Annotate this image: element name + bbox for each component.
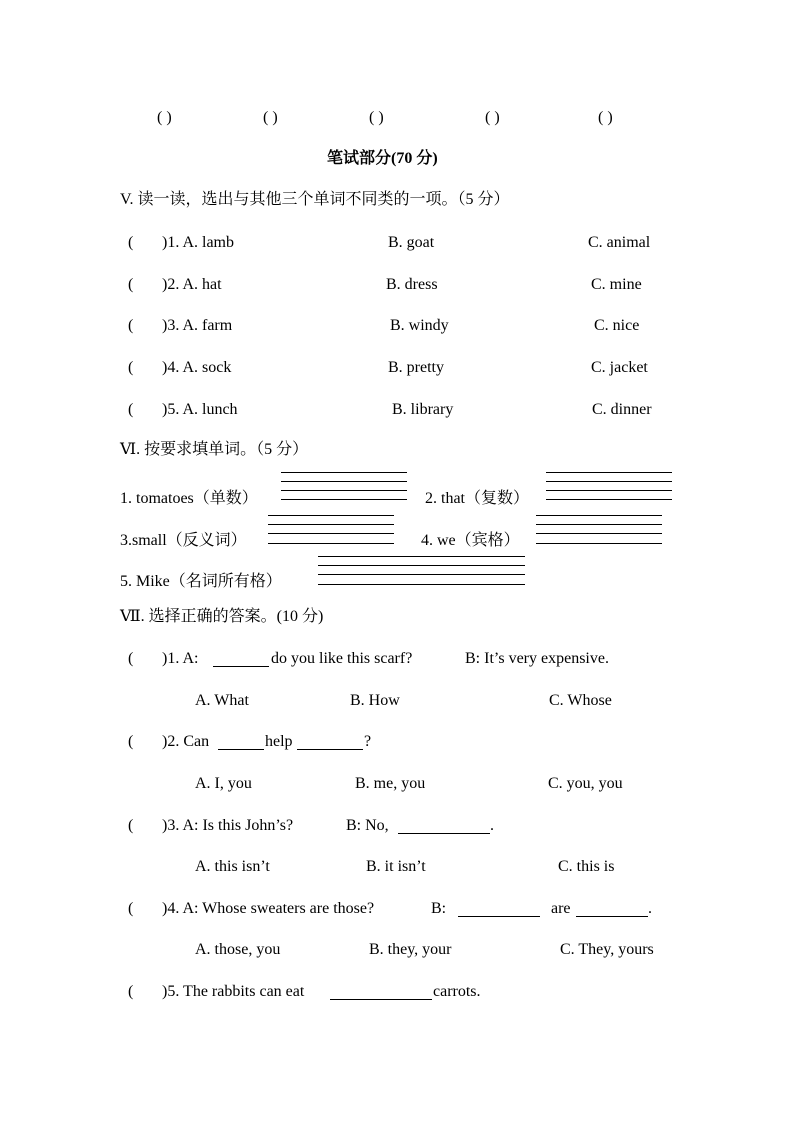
option-a: )5. A. lunch [162, 401, 238, 418]
question-text: )5. The rabbits can eat [162, 983, 305, 1000]
answer-bracket: ( [128, 276, 134, 293]
question-text: B: It’s very expensive. [465, 650, 609, 667]
question-text: )4. A: Whose sweaters are those? [162, 900, 375, 917]
option-a: A. those, you [195, 941, 281, 958]
writing-line [281, 490, 407, 491]
writing-line [546, 499, 672, 500]
question-text: are [551, 900, 571, 917]
option-c: C. nice [594, 317, 640, 334]
writing-line [268, 533, 394, 534]
answer-bracket: ( [128, 900, 134, 917]
answer-bracket: ( [128, 817, 134, 834]
option-a: )4. A. sock [162, 359, 232, 376]
writing-line [268, 543, 394, 544]
option-b: B. dress [386, 276, 438, 293]
answer-bracket: ( [128, 983, 134, 1000]
answer-bracket: ( ) [157, 109, 172, 126]
answer-blank [218, 749, 264, 750]
question-text: B: No, [346, 817, 389, 834]
option-c: C. you, you [548, 775, 623, 792]
fill-item-5: 5. Mike（名词所有格） [120, 573, 282, 590]
option-b: B. me, you [355, 775, 426, 792]
fill-item-4: 4. we（宾格） [421, 532, 520, 549]
question-text: . [648, 900, 652, 917]
option-b: B. pretty [388, 359, 444, 376]
option-c: C. mine [591, 276, 642, 293]
question-text: ? [364, 733, 372, 750]
option-b: B. How [350, 692, 400, 709]
writing-line [546, 472, 672, 473]
answer-bracket: ( [128, 234, 134, 251]
answer-bracket: ( [128, 650, 134, 667]
option-b: B. goat [388, 234, 435, 251]
option-c: C. dinner [592, 401, 652, 418]
answer-bracket: ( ) [598, 109, 613, 126]
option-a: A. What [195, 692, 249, 709]
option-b: B. it isn’t [366, 858, 426, 875]
answer-blank [398, 833, 490, 834]
fill-item-1: 1. tomatoes（单数） [120, 490, 258, 507]
answer-blank [458, 916, 540, 917]
writing-line [536, 543, 662, 544]
answer-bracket: ( ) [369, 109, 384, 126]
option-c: C. They, yours [560, 941, 654, 958]
option-b: B. they, your [369, 941, 452, 958]
writing-line [281, 481, 407, 482]
option-c: C. Whose [549, 692, 612, 709]
answer-blank [330, 999, 432, 1000]
writing-line [268, 515, 394, 516]
question-text: )2. Can [162, 733, 210, 750]
writing-line [268, 524, 394, 525]
option-a: )2. A. hat [162, 276, 222, 293]
writing-line [546, 481, 672, 482]
fill-item-2: 2. that（复数） [425, 490, 529, 507]
question-text: help [265, 733, 293, 750]
question-text: )1. A: [162, 650, 199, 667]
answer-blank [213, 666, 269, 667]
writing-line [536, 533, 662, 534]
answer-blank [576, 916, 648, 917]
section-6-heading: Ⅵ. 按要求填单词。（5 分） [120, 441, 309, 458]
section-5-heading: V. 读一读，选出与其他三个单词不同类的一项。（5 分） [120, 191, 510, 208]
question-text: B: [431, 900, 447, 917]
option-b: B. library [392, 401, 454, 418]
option-a: A. I, you [195, 775, 252, 792]
option-a: )1. A. lamb [162, 234, 234, 251]
fill-item-3: 3.small（反义词） [120, 532, 247, 549]
writing-line [318, 584, 525, 585]
option-a: A. this isn’t [195, 858, 270, 875]
question-text: . [490, 817, 494, 834]
writing-line [536, 524, 662, 525]
answer-bracket: ( [128, 359, 134, 376]
option-c: C. animal [588, 234, 651, 251]
option-a: )3. A. farm [162, 317, 233, 334]
answer-bracket: ( [128, 317, 134, 334]
writing-line [318, 574, 525, 575]
question-text: )3. A: Is this John’s? [162, 817, 294, 834]
writing-line [318, 556, 525, 557]
question-text: do you like this scarf? [271, 650, 413, 667]
answer-blank [297, 749, 363, 750]
page-title: 笔试部分(70 分) [327, 150, 438, 167]
section-7-heading: Ⅶ. 选择正确的答案。(10 分) [120, 608, 324, 625]
writing-line [536, 515, 662, 516]
answer-bracket: ( ) [263, 109, 278, 126]
answer-bracket: ( [128, 733, 134, 750]
option-c: C. this is [558, 858, 615, 875]
writing-line [281, 499, 407, 500]
writing-line [546, 490, 672, 491]
option-b: B. windy [390, 317, 449, 334]
question-text: carrots. [433, 983, 481, 1000]
writing-line [281, 472, 407, 473]
answer-bracket: ( ) [485, 109, 500, 126]
answer-bracket: ( [128, 401, 134, 418]
option-c: C. jacket [591, 359, 648, 376]
writing-line [318, 565, 525, 566]
